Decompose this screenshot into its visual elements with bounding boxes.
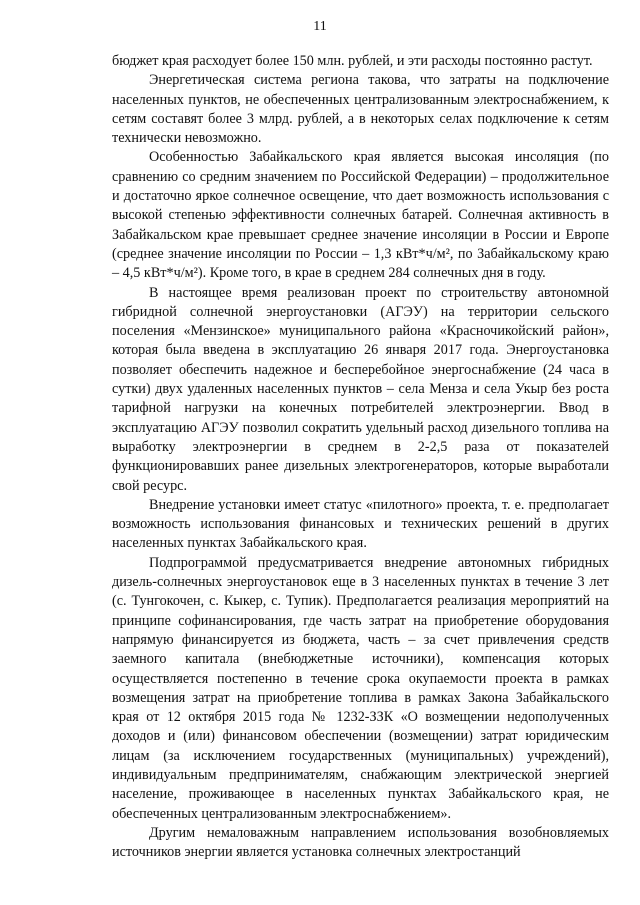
paragraph-6: Подпрограммой предусматривается внедрение автономных гибридных дизель-солнечных энергоустановок еще в 3 населенных пунктах в течение 3 лет (с. Тунгокочен, с. Кыкер, с. Тупик). Предполагается реализация мероприятий на принципе софинансирования, где часть затрат на приобретение оборудования напрямую финансируется из бюджета, часть – за счет привлечения средств заемного капитала (внебюджетные источники), компенсация которых осуществляется постепенно в течение срока окупаемости проекта в рамках возмещения затрат на приобретение топлива в рамках Закона Забайкальского края от 12 октября 2015 года № 1232-ЗЗК «О возмещении недополученных доходов и (или) финансовом обеспечении (возмещении) затрат юридическим лицам (за исключением государственных (муниципальных) учреждений), индивидуальным предпринимателям, снабжающим электрической энергией население, проживающее в населенных пунктах Забайкальского края, не обеспеченных централизованным электроснабжением». <box>112 554 609 822</box>
paragraph-5: Внедрение установки имеет статус «пилотного» проекта, т. е. предполагает возможность использования финансовых и технических решений в других населенных пунктах Забайкальского края. <box>112 496 609 552</box>
page-number: 11 <box>313 19 327 34</box>
paragraph-1: бюджет края расходует более 150 млн. рублей, и эти расходы постоянно растут. <box>112 53 593 69</box>
paragraph-2: Энергетическая система региона такова, что затраты на подключение населенных пунктов, не обеспеченных централизованным электроснабжением, к сетям составят более 3 млрд. рублей, а в некоторых селах подключение к сетям технически невозможно. <box>112 72 609 147</box>
document-body <box>112 52 609 862</box>
paragraph-7: Другим немаловажным направлением использования возобновляемых источников энергии является установка солнечных электростанций <box>112 824 609 861</box>
paragraph-3: Особенностью Забайкальского края является высокая инсоляция (по сравнению со средним значением по Российской Федерации) – продолжительное и достаточно яркое солнечное освещение, что дает возможность использования с высокой степенью эффективности солнечных батарей. Солнечная активность в Забайкальском крае превышает среднее значение инсоляции в России и Европе (среднее значение инсоляции по России – 1,3 кВт*ч/м², по Забайкальскому краю – 4,5 кВт*ч/м²). Кроме того, в крае в среднем 284 солнечных дня в году. <box>112 149 609 282</box>
paragraph-4: В настоящее время реализован проект по строительству автономной гибридной солнечной энергоустановки (АГЭУ) на территории сельского поселения «Мензинское» муниципального района «Красночикойский район», которая была введена в эксплуатацию 26 января 2017 года. Энергоустановка позволяет обеспечить надежное и бесперебойное энергоснабжение (24 часа в сутки) двух удаленных населенных пунктов – села Менза и села Укыр без роста тарифной нагрузки на конечных потребителей электроэнергии. Ввод в эксплуатацию АГЭУ позволил сократить удельный расход дизельного топлива на выработку электроэнергии в среднем в 2-2,5 раза от показателей функционировавших ранее дизельных электрогенераторов, которые выработали свой ресурс. <box>112 284 609 494</box>
